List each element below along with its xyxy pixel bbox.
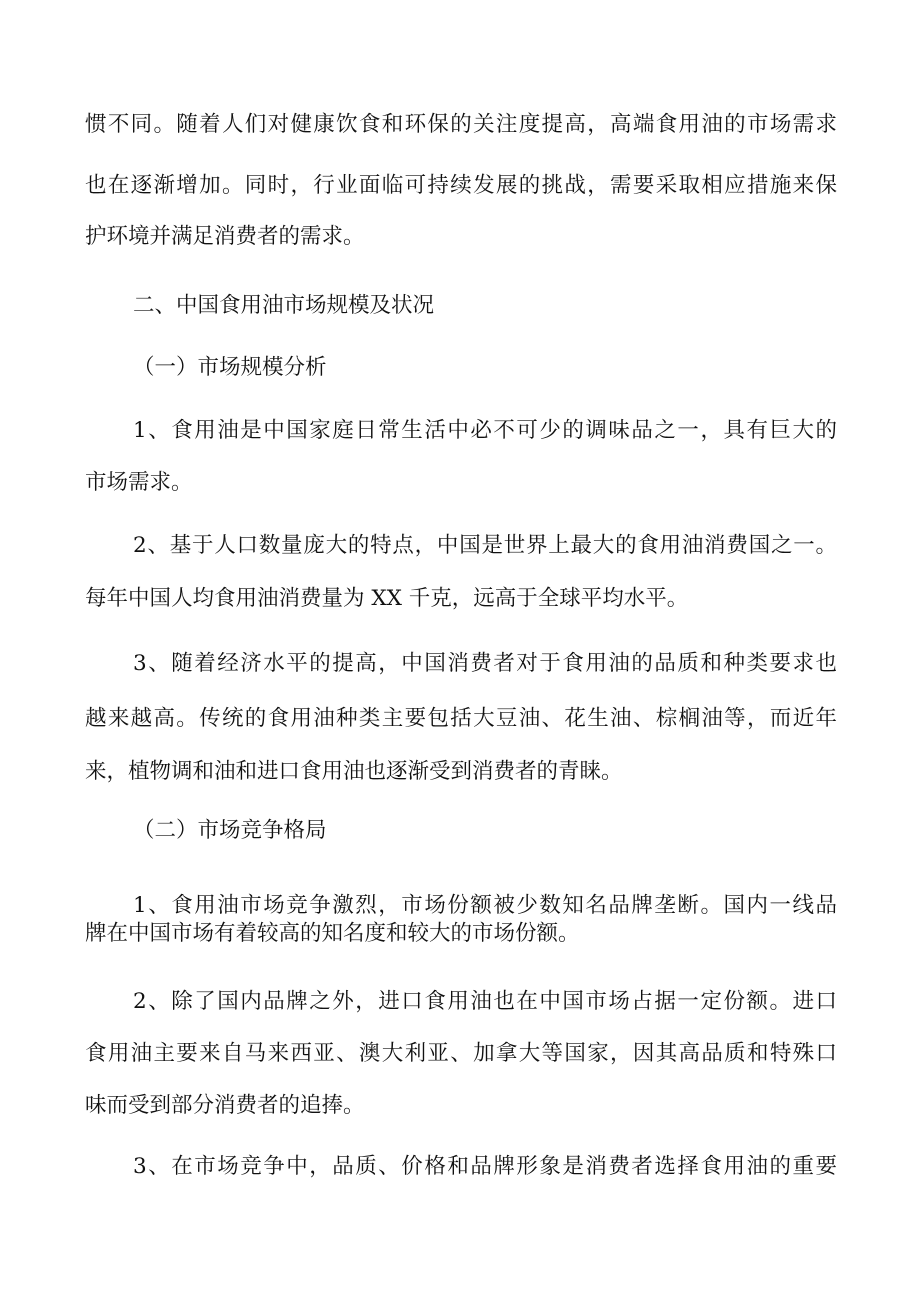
paragraph-line: 3、在市场竞争中，品质、价格和品牌形象是消费者选择食用油的重要 — [133, 1154, 837, 1179]
subsection-heading: （二）市场竞争格局 — [133, 818, 327, 843]
section-heading: 二、中国食用油市场规模及状况 — [133, 293, 435, 318]
paragraph-line: 护环境并满足消费者的需求。 — [85, 224, 365, 249]
paragraph-line: 2、基于人口数量庞大的特点，中国是世界上最大的食用油消费国之一。 — [133, 533, 837, 558]
paragraph-line: 1、食用油是中国家庭日常生活中必不可少的调味品之一，具有巨大的 — [133, 418, 837, 443]
subsection-heading: （一）市场规模分析 — [133, 355, 327, 380]
paragraph-line: 市场需求。 — [85, 470, 193, 495]
paragraph-line: 越来越高。传统的食用油种类主要包括大豆油、花生油、棕榈油等，而近年 — [85, 706, 837, 731]
paragraph-line: 味而受到部分消费者的追捧。 — [85, 1093, 365, 1118]
paragraph-line: 食用油主要来自马来西亚、澳大利亚、加拿大等国家，因其高品质和特殊口 — [85, 1041, 837, 1066]
paragraph-line: 3、随着经济水平的提高，中国消费者对于食用油的品质和种类要求也 — [133, 651, 837, 676]
paragraph-line: 每年中国人均食用油消费量为 XX 千克，远高于全球平均水平。 — [85, 586, 689, 611]
paragraph-line: 1、食用油市场竞争激烈，市场份额被少数知名品牌垄断。国内一线品 — [133, 893, 837, 918]
paragraph-line: 来，植物调和油和进口食用油也逐渐受到消费者的青睐。 — [85, 759, 623, 784]
paragraph-line: 2、除了国内品牌之外，进口食用油也在中国市场占据一定份额。进口 — [133, 989, 837, 1014]
paragraph-line: 牌在中国市场有着较高的知名度和较大的市场份额。 — [85, 921, 580, 946]
paragraph-line: 惯不同。随着人们对健康饮食和环保的关注度提高，高端食用油的市场需求 — [85, 112, 837, 137]
paragraph-line: 也在逐渐增加。同时，行业面临可持续发展的挑战，需要采取相应措施来保 — [85, 173, 837, 198]
